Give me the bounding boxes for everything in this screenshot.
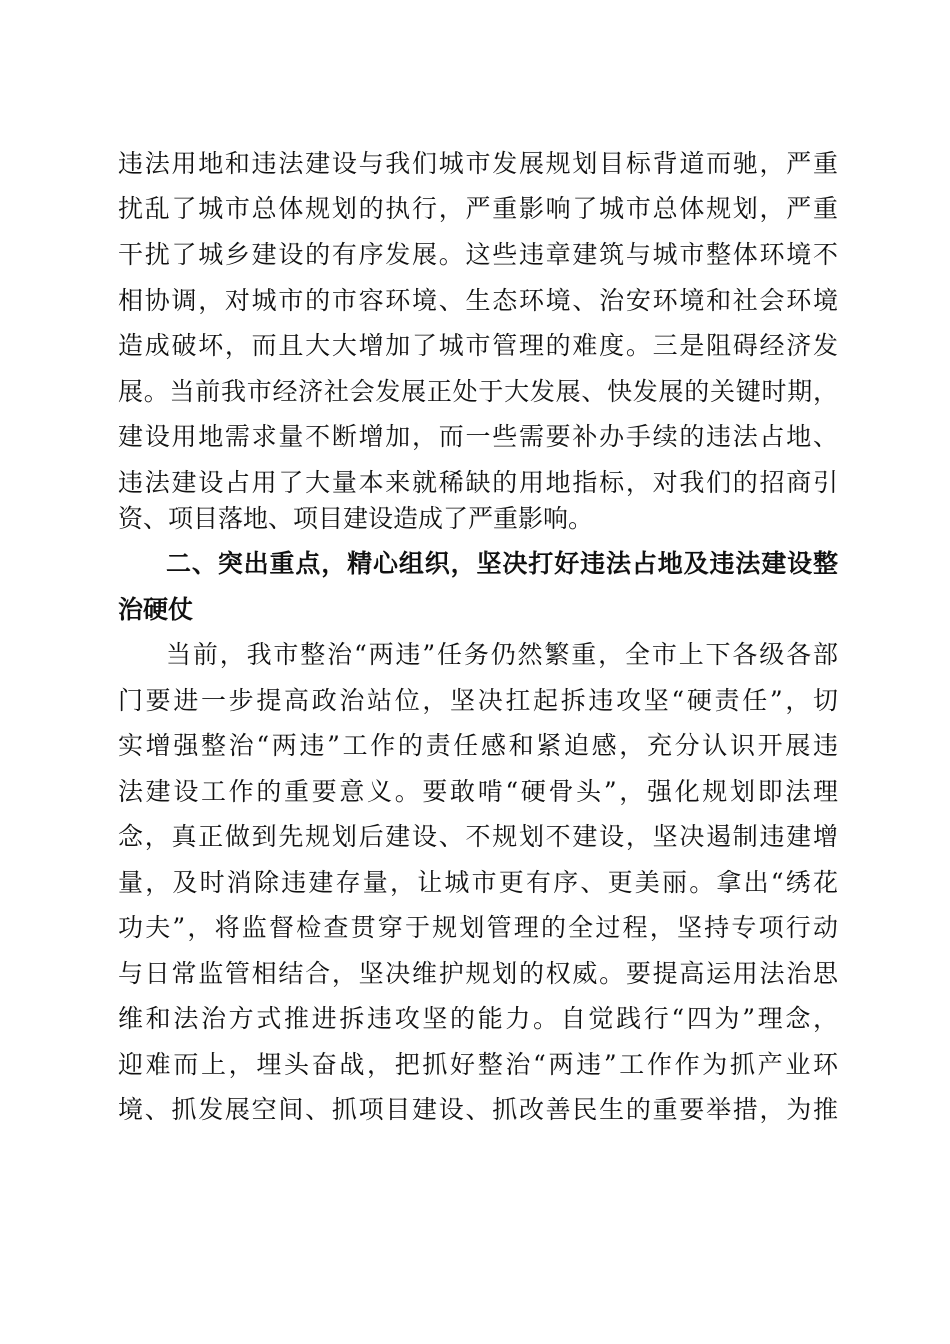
body-text-line: 展。当前我市经济社会发展正处于大发展、快发展的关键时期，	[118, 377, 838, 406]
body-text-line: 境、抓发展空间、抓项目建设、抓改善民生的重要举措，为推	[118, 1095, 838, 1124]
body-text-line: 迎难而上，埋头奋战，把抓好整治“两违”工作作为抓产业环	[118, 1050, 838, 1079]
body-text-line: 念，真正做到先规划后建设、不规划不建设，坚决遏制违建增	[118, 822, 838, 851]
section-heading: 治硬仗	[118, 595, 194, 624]
body-text-line: 违法建设占用了大量本来就稀缺的用地指标，对我们的招商引	[118, 468, 838, 497]
body-text-line: 当前，我市整治“两违”任务仍然繁重，全市上下各级各部	[166, 640, 838, 669]
body-text-line: 实增强整治“两违”工作的责任感和紧迫感，充分认识开展违	[118, 731, 838, 760]
body-text-line: 扰乱了城市总体规划的执行，严重影响了城市总体规划，严重	[118, 194, 838, 223]
body-text-line: 量，及时消除违建存量，让城市更有序、更美丽。拿出“绣花	[118, 868, 838, 897]
body-text-line: 维和法治方式推进拆违攻坚的能力。自觉践行“四为”理念，	[118, 1004, 838, 1033]
body-text-line: 法建设工作的重要意义。要敢啃“硬骨头”，强化规划即法理	[118, 777, 838, 806]
body-text-line: 门要进一步提高政治站位，坚决扛起拆违攻坚“硬责任”，切	[118, 686, 838, 715]
body-text-line: 建设用地需求量不断增加，而一些需要补办手续的违法占地、	[118, 422, 838, 451]
body-text-line: 造成破坏，而且大大增加了城市管理的难度。三是阻碍经济发	[118, 331, 838, 360]
body-text-line: 违法用地和违法建设与我们城市发展规划目标背道而驰，严重	[118, 149, 838, 178]
body-text-line: 功夫”，将监督检查贯穿于规划管理的全过程，坚持专项行动	[118, 913, 838, 942]
body-text-line: 资、项目落地、项目建设造成了严重影响。	[118, 504, 594, 533]
section-heading: 二、突出重点，精心组织，坚决打好违法占地及违法建设整	[166, 549, 838, 578]
body-text-line: 干扰了城乡建设的有序发展。这些违章建筑与城市整体环境不	[118, 240, 838, 269]
body-text-line: 与日常监管相结合，坚决维护规划的权威。要提高运用法治思	[118, 959, 838, 988]
body-text-line: 相协调，对城市的市容环境、生态环境、治安环境和社会环境	[118, 286, 838, 315]
